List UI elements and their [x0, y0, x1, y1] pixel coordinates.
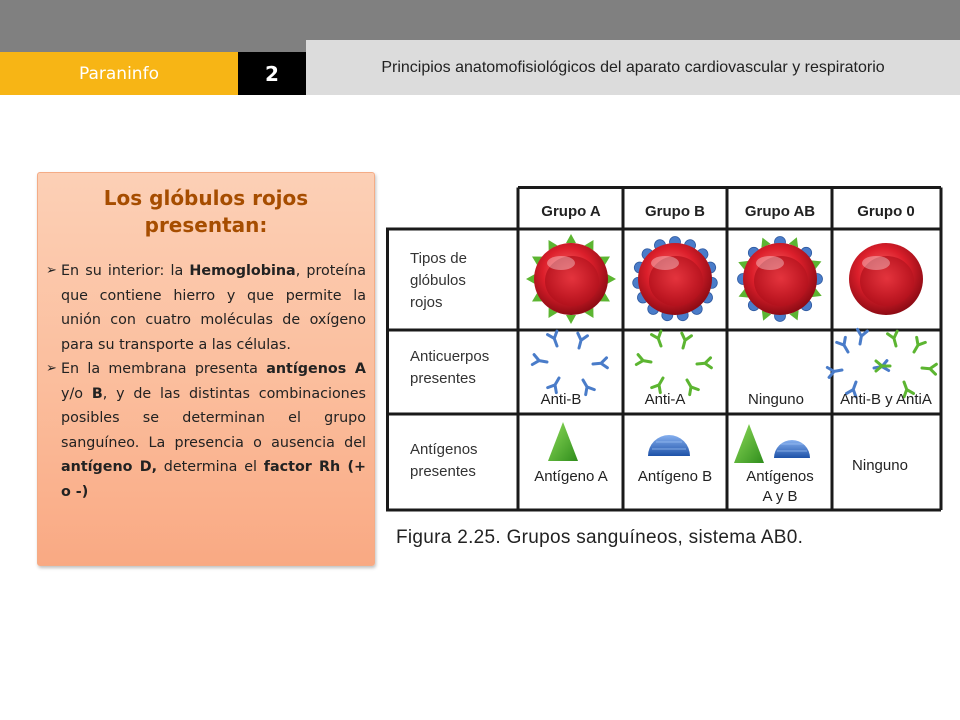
antibodies-anti-b	[532, 331, 607, 394]
column-header: Grupo A	[541, 203, 601, 220]
bullet-text: En su interior: la	[61, 263, 190, 279]
antibody-label: Anti-B	[540, 391, 582, 408]
antigen-ab-shapes	[734, 424, 810, 463]
bold-term: antígeno D,	[61, 459, 158, 475]
callout-bullet-list	[38, 259, 374, 504]
red-cell-group-b	[632, 237, 718, 322]
antigen-label: Antígeno A	[534, 468, 608, 485]
red-cell-group-a	[526, 234, 616, 324]
bullet-hemoglobin	[46, 259, 366, 357]
bold-term: Hemoglobina	[189, 263, 296, 279]
bullet-antigens	[46, 357, 366, 504]
red-cell-group-ab	[736, 235, 823, 322]
antigen-label: Antígeno B	[637, 468, 713, 485]
arrow-bullet-icon: ➢	[46, 263, 57, 278]
bullet-text: y/o	[61, 385, 92, 402]
antibodies-anti-a	[636, 331, 711, 394]
callout-title: Los glóbulos rojos presentan:	[103, 186, 309, 237]
row-header-antigens: Antígenos presentes	[410, 441, 478, 480]
column-header: Grupo B	[645, 203, 705, 220]
row-header-antibodies: Anticuerpos presentes	[410, 348, 490, 387]
red-cells-callout	[37, 172, 375, 566]
antigen-label-ab: Antígenos A y B	[746, 468, 814, 505]
blood-groups-figure	[386, 186, 943, 512]
row-header-cells: Tipos de glóbulos rojos	[410, 250, 467, 311]
bold-term: antígenos A	[266, 361, 366, 377]
column-header: Grupo AB	[744, 203, 816, 220]
antibodies-anti-b-and-a	[827, 329, 936, 397]
header-bar	[0, 52, 960, 95]
antibody-label: Anti-A	[644, 391, 686, 408]
brand-label: Paraninfo	[0, 52, 238, 95]
antigen-a-triangle	[548, 422, 578, 461]
arrow-bullet-icon: ➢	[46, 361, 57, 376]
antigen-b-dome	[648, 435, 690, 456]
bullet-text: determina el	[157, 459, 264, 475]
antigen-label: Ninguno	[852, 457, 908, 474]
chapter-title: Principios anatomofisiológicos del aparato cardiovascular y respiratorio	[306, 40, 960, 95]
bullet-text: , y de las distintas combinaciones posibles se determinan el grupo sanguíneo. La presencia o ausencia del	[61, 385, 366, 451]
antibody-label: Anti-B y AntiA	[840, 391, 932, 408]
bullet-text: En la membrana presenta	[61, 361, 267, 377]
figure-caption: Figura 2.25. Grupos sanguíneos, sistema AB0.	[396, 527, 804, 548]
column-header: Grupo 0	[857, 203, 915, 220]
bullet-text: , proteína que contiene hierro y que permite la unión con cuatro moléculas de oxígeno para su transporte a las células.	[61, 263, 366, 353]
chapter-number: 2	[238, 52, 306, 95]
bold-term: factor Rh (+ o -)	[61, 459, 366, 500]
bold-term: B	[91, 385, 103, 402]
antibody-label: Ninguno	[748, 391, 804, 408]
red-cell-group-0	[849, 243, 923, 315]
